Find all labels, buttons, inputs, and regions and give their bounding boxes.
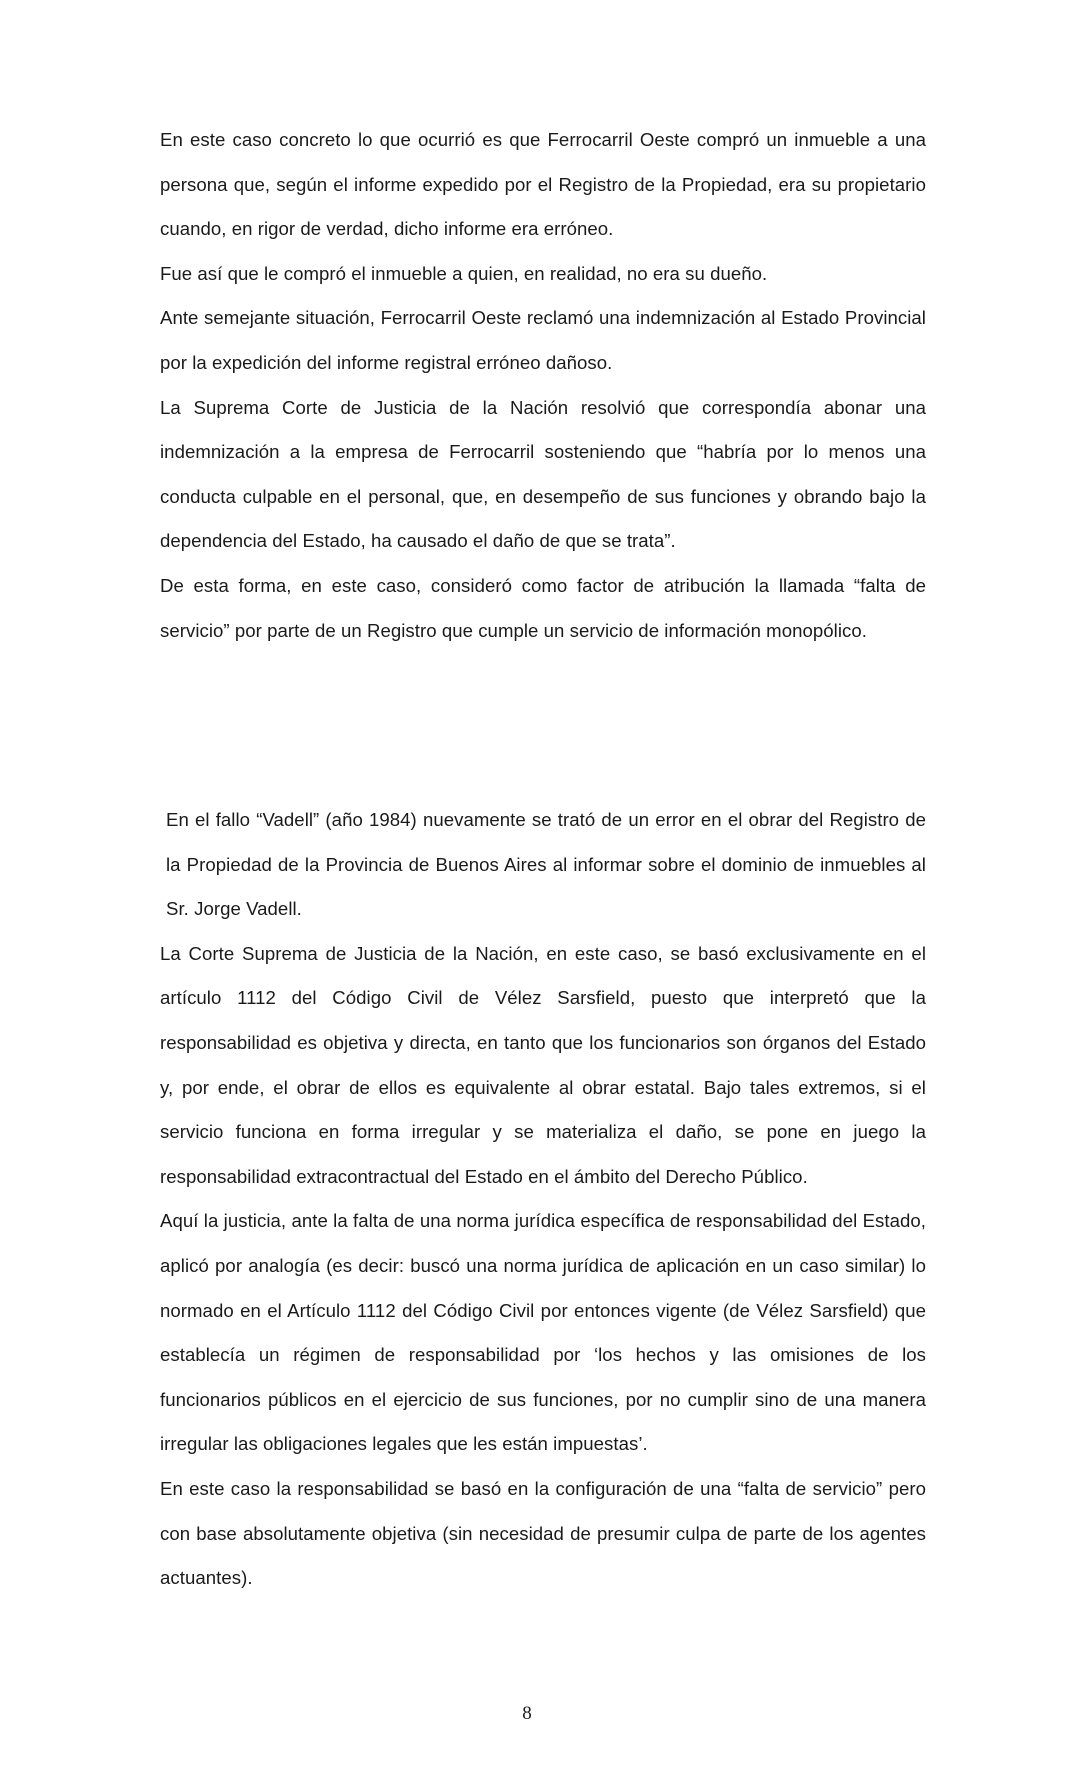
- paragraph: La Suprema Corte de Justicia de la Nación resolvió que correspondía abonar una indemnización a la empresa de Ferrocarril sosteniendo que “habría por lo menos una conducta culpable en el personal, que, en desempeño de sus funciones y obrando bajo la dependencia del Estado, ha causado el daño de que se trata”.: [160, 396, 926, 552]
- paragraph: La Corte Suprema de Justicia de la Nación, en este caso, se basó exclusivamente en el artículo 1112 del Código Civil de Vélez Sarsfield, puesto que interpretó que la responsabilidad es objetiva y directa, en tanto que los funcionarios son órganos del Estado y, por ende, el obrar de ellos es equivalente al obrar estatal. Bajo tales extremos, si el servicio funciona en forma irregular y se materializa el daño, se pone en juego la responsabilidad extracontractual del Estado en el ámbito del Derecho Público.: [160, 942, 926, 1187]
- paragraph: En este caso concreto lo que ocurrió es que Ferrocarril Oeste compró un inmueble a una persona que, según el informe expedido por el Registro de la Propiedad, era su propietario cuando, en rigor de verdad, dicho informe era erróneo.: [160, 129, 926, 240]
- paragraph: En este caso la responsabilidad se basó en la configuración de una “falta de servicio” pero con base absolutamente objetiva (sin necesidad de presumir culpa de parte de los agentes actuantes).: [160, 1477, 926, 1589]
- paragraph: De esta forma, en este caso, consideró como factor de atribución la llamada “falta de servicio” por parte de un Registro que cumple un servicio de información monopólico.: [160, 574, 926, 641]
- section-vadell: [160, 798, 926, 1601]
- paragraph: Aquí la justicia, ante la falta de una norma jurídica específica de responsabilidad del Estado, aplicó por analogía (es decir: buscó una norma jurídica de aplicación en un caso similar) lo normado en el Artículo 1112 del Código Civil por entonces vigente (de Vélez Sarsfield) que establecía un régimen de responsabilidad por ‘los hechos y las omisiones de los funcionarios públicos en el ejercicio de sus funciones, por no cumplir sino de una manera irregular las obligaciones legales que les están impuestas’.: [160, 1210, 926, 1455]
- paragraph: Fue así que le compró el inmueble a quien, en realidad, no era su dueño.: [160, 262, 768, 284]
- paragraph: Ante semejante situación, Ferrocarril Oeste reclamó una indemnización al Estado Provincial por la expedición del informe registral erróneo dañoso.: [160, 307, 926, 373]
- page-number: 8: [522, 1703, 532, 1724]
- section-ferrocarril-oeste: [160, 118, 926, 653]
- paragraph: En el fallo “Vadell” (año 1984) nuevamente se trató de un error en el obrar del Registro de la Propiedad de la Provincia de Buenos Aires al informar sobre el dominio de inmuebles al Sr. Jorge Vadell.: [166, 809, 926, 920]
